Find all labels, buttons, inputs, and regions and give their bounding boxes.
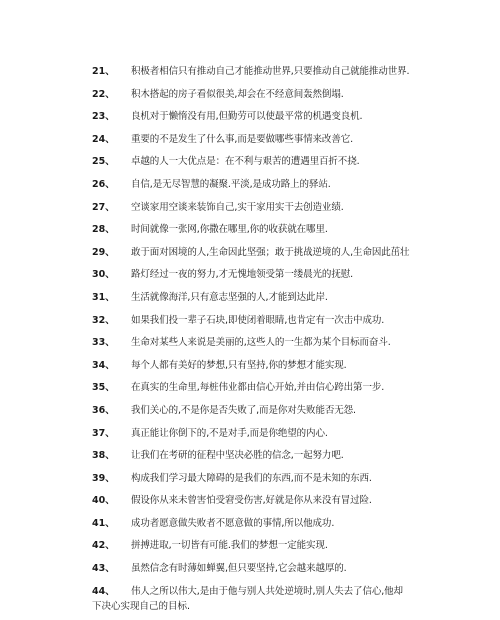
list-item — [0, 424, 500, 447]
item-text: 如果我们投一辈子石块,即使闭着眼睛,也肯定有一次击中成功. — [131, 314, 385, 326]
item-text: 卓越的人一大优点是：在不利与艰苦的遭遇里百折不挠. — [131, 156, 360, 168]
list-item — [0, 536, 500, 559]
list-item — [0, 356, 500, 379]
item-number: 22、 — [92, 88, 115, 100]
item-text: 重要的不是发生了什么事,而是要做哪些事情来改善它. — [131, 133, 354, 145]
item-text: 让我们在考研的征程中坚决必胜的信念,一起努力吧. — [131, 450, 344, 462]
list-item — [0, 198, 500, 221]
list-item — [0, 85, 500, 108]
list-item — [0, 582, 500, 620]
list-item — [0, 333, 500, 356]
list-item — [0, 514, 500, 537]
item-text: 积木搭起的房子看似很美,却会在不经意间轰然倒塌. — [131, 88, 344, 100]
item-number: 32、 — [92, 314, 115, 326]
item-number: 33、 — [92, 337, 115, 349]
item-number: 44、 — [92, 585, 115, 597]
item-number: 28、 — [92, 224, 115, 236]
item-text: 真正能让你倒下的,不是对手,而是你绝望的内心. — [131, 427, 328, 439]
item-number: 25、 — [92, 156, 115, 168]
item-number: 21、 — [92, 66, 115, 77]
item-text: 生命对某些人来说是美丽的,这些人的一生都为某个目标而奋斗. — [131, 337, 391, 349]
item-text: 我们关心的,不是你是否失败了,而是你对失败能否无怨. — [131, 404, 356, 416]
item-number: 35、 — [92, 382, 115, 394]
list-item — [0, 62, 500, 85]
item-text: 敢于面对困境的人,生命因此坚强；敢于挑战逆境的人,生命因此茁壮 — [131, 246, 410, 258]
quote-list — [0, 62, 500, 620]
item-number: 37、 — [92, 427, 115, 439]
item-number: 38、 — [92, 450, 115, 462]
list-item — [0, 401, 500, 424]
item-text: 空谈家用空谈来装饰自己,实干家用实干去创造业绩. — [131, 201, 344, 213]
list-item — [0, 491, 500, 514]
list-item — [0, 446, 500, 469]
item-text: 假设你从来未曾害怕受窘受伤害,好就是你从来没有冒过险. — [131, 495, 372, 507]
item-text: 积极者相信只有推动自己才能推动世界,只要推动自己就能推动世界. — [131, 66, 410, 77]
item-text: 良机对于懒惰没有用,但勤劳可以使最平常的机遇变良机. — [131, 111, 363, 123]
item-number: 36、 — [92, 404, 115, 416]
item-text-continuation: 下决心实现自己的目标. — [92, 600, 191, 612]
list-item — [0, 130, 500, 153]
item-number: 43、 — [92, 563, 115, 575]
item-number: 40、 — [92, 495, 115, 507]
list-item — [0, 152, 500, 175]
item-number: 42、 — [92, 540, 115, 552]
list-item — [0, 378, 500, 401]
list-item — [0, 220, 500, 243]
item-number: 30、 — [92, 269, 115, 281]
item-text: 路灯经过一夜的努力,才无愧地领受第一缕晨光的抚慰. — [131, 269, 354, 281]
list-item — [0, 311, 500, 334]
item-text: 虽然信念有时薄如蝉翼,但只要坚持,它会越来越厚的. — [131, 563, 347, 575]
item-number: 24、 — [92, 133, 115, 145]
list-item — [0, 469, 500, 492]
list-item — [0, 243, 500, 266]
item-text: 伟人之所以伟大,是由于他与别人共处逆境时,别人失去了信心,他却 — [131, 585, 403, 597]
item-text: 自信,是无尽智慧的凝聚.平淡,是成功路上的驿站. — [131, 178, 331, 190]
item-number: 41、 — [92, 517, 115, 529]
list-item — [0, 175, 500, 198]
item-number: 39、 — [92, 472, 115, 484]
list-item — [0, 265, 500, 288]
item-text: 成功者愿意做失败者不愿意做的事情,所以他成功. — [131, 517, 335, 529]
item-number: 34、 — [92, 359, 115, 371]
item-text: 生活就像海洋,只有意志坚强的人,才能到达此岸. — [131, 291, 328, 303]
item-text: 时间就像一张网,你撒在哪里,你的收获就在哪里. — [131, 224, 328, 236]
item-number: 23、 — [92, 111, 115, 123]
item-text: 在真实的生命里,每桩伟业都由信心开始,并由信心跨出第一步. — [131, 382, 385, 394]
item-number: 26、 — [92, 178, 115, 190]
item-number: 31、 — [92, 291, 115, 303]
list-item — [0, 288, 500, 311]
item-text: 每个人都有美好的梦想,只有坚持,你的梦想才能实现. — [131, 359, 347, 371]
item-number: 27、 — [92, 201, 115, 213]
item-number: 29、 — [92, 246, 115, 258]
item-text: 拼搏进取,一切皆有可能.我们的梦想一定能实现. — [131, 540, 328, 552]
item-text: 构成我们学习最大障碍的是我们的东西,而不是未知的东西. — [131, 472, 372, 484]
list-item — [0, 559, 500, 582]
list-item — [0, 107, 500, 130]
